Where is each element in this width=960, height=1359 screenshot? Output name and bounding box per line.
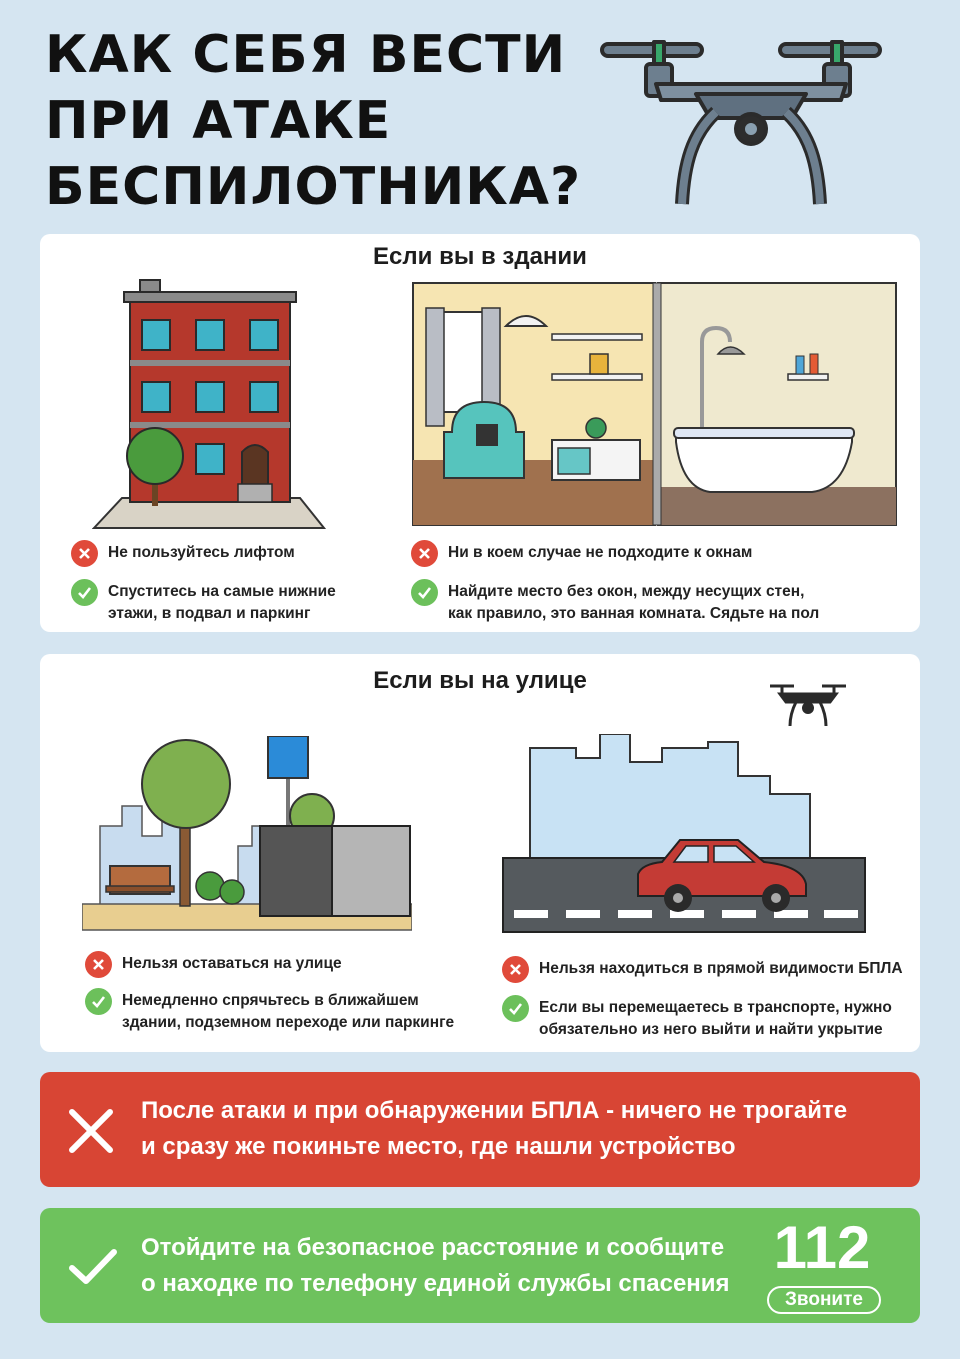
tip-text-line-1: Немедленно спрячьтесь в ближайшем bbox=[122, 992, 419, 1009]
check-icon bbox=[502, 995, 529, 1022]
call-button[interactable]: Звоните bbox=[767, 1286, 881, 1314]
drone-illustration bbox=[596, 34, 906, 214]
tip-text-line-1: Найдите место без окон, между несущих стен, bbox=[448, 583, 805, 600]
park-shelter-illustration bbox=[82, 736, 412, 936]
building-section-card bbox=[40, 234, 920, 632]
cross-icon bbox=[85, 951, 112, 978]
page-title bbox=[45, 22, 581, 220]
apartment-building-illustration bbox=[92, 276, 328, 532]
tip-go-lower-floors bbox=[71, 581, 336, 625]
cross-icon bbox=[502, 956, 529, 983]
tip-text: Ни в коем случае не подходите к окнам bbox=[448, 544, 753, 561]
cross-icon bbox=[68, 1108, 114, 1154]
tip-find-windowless-room bbox=[411, 581, 819, 625]
warning-banner bbox=[40, 1072, 920, 1187]
emergency-phone-number: 112 bbox=[773, 1214, 871, 1281]
tip-no-line-of-sight bbox=[502, 958, 903, 983]
info-line-2: о находке по телефону единой службы спасения bbox=[141, 1270, 730, 1297]
check-icon bbox=[71, 579, 98, 606]
warning-line-2: и сразу же покиньте место, где нашли устройство bbox=[141, 1133, 736, 1160]
tip-text: Не пользуйтесь лифтом bbox=[108, 544, 295, 561]
cross-icon bbox=[71, 540, 98, 567]
tip-text-line-2: обязательно из него выйти и найти укрытие bbox=[539, 1021, 883, 1038]
tip-hide-nearby bbox=[85, 990, 454, 1034]
tip-no-elevator bbox=[71, 542, 295, 567]
street-section-heading: Если вы на улице bbox=[373, 667, 587, 694]
small-drone-icon bbox=[766, 680, 850, 730]
tip-text-line-1: Если вы перемещаетесь в транспорте, нужно bbox=[539, 999, 892, 1016]
check-icon bbox=[68, 1248, 118, 1286]
emergency-call-banner bbox=[40, 1208, 920, 1323]
tip-text-line-1: Спуститесь на самые нижние bbox=[108, 583, 336, 600]
tip-no-staying-outside bbox=[85, 953, 342, 978]
check-icon bbox=[411, 579, 438, 606]
tip-text: Нельзя находиться в прямой видимости БПЛА bbox=[539, 960, 903, 977]
city-road-car-illustration bbox=[502, 734, 868, 934]
title-line-3: БЕСПИЛОТНИКА? bbox=[45, 157, 582, 217]
street-section-card bbox=[40, 654, 920, 1052]
tip-leave-vehicle bbox=[502, 997, 892, 1041]
tip-text-line-2: здании, подземном переходе или паркинге bbox=[122, 1014, 455, 1031]
tip-no-windows bbox=[411, 542, 752, 567]
title-line-1: КАК СЕБЯ ВЕСТИ bbox=[45, 25, 567, 85]
tip-text-line-2: как правило, это ванная комната. Сядьте на пол bbox=[448, 605, 820, 622]
check-icon bbox=[85, 988, 112, 1015]
cross-icon bbox=[411, 540, 438, 567]
tip-text-line-2: этажи, в подвал и паркинг bbox=[108, 605, 311, 622]
warning-line-1: После атаки и при обнаружении БПЛА - ничего не трогайте bbox=[141, 1097, 848, 1124]
rooms-illustration bbox=[412, 282, 898, 526]
building-section-heading: Если вы в здании bbox=[373, 243, 587, 270]
info-line-1: Отойдите на безопасное расстояние и сообщите bbox=[141, 1234, 725, 1261]
tip-text: Нельзя оставаться на улице bbox=[122, 955, 342, 972]
title-line-2: ПРИ АТАКЕ bbox=[45, 91, 392, 151]
